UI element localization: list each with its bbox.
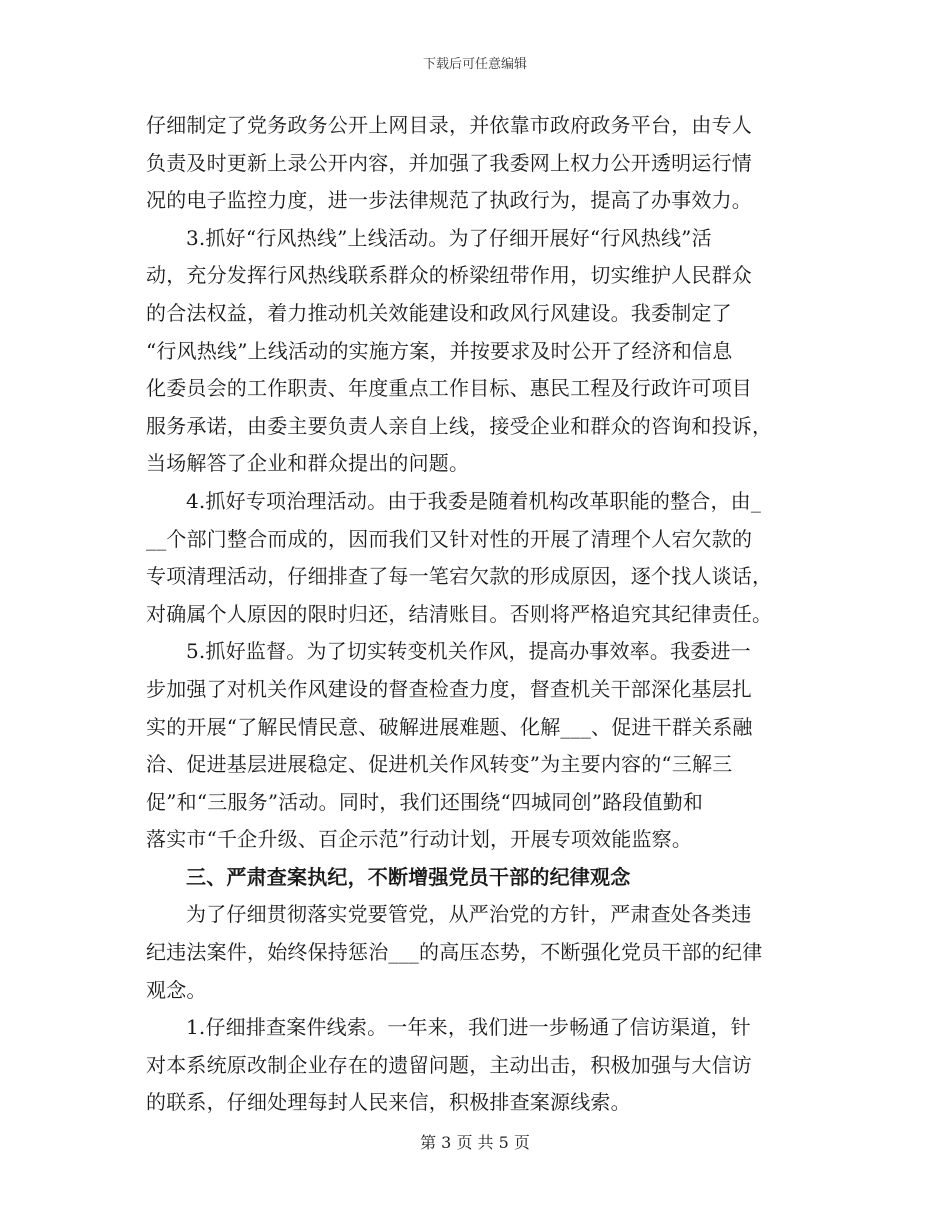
text-line: 纪违法案件，始终保持惩治___的高压态势，不断强化党员干部的纪律 bbox=[146, 940, 763, 965]
document-body bbox=[146, 107, 810, 1122]
text-line: 负责及时更新上录公开内容，并加强了我委网上权力公开透明运行情 bbox=[146, 150, 752, 175]
text-line: 1.仔细排查案件线索。一年来，我们进一步畅通了信访渠道，针 bbox=[186, 1015, 751, 1040]
text-line: “行风热线”上线活动的实施方案，并按要求及时公开了经济和信息 bbox=[146, 338, 733, 363]
text-line: 3.抓好“行风热线”上线活动。为了仔细开展好“行风热线”活 bbox=[186, 225, 712, 250]
text-line: 的联系，仔细处理每封人民来信，积极排查案源线索。 bbox=[146, 1090, 631, 1115]
text-line: 洽、促进基层进展稳定、促进机关作风转变”为主要内容的“三解三 bbox=[146, 752, 733, 777]
text-line: 步加强了对机关作风建设的督查检查力度，督查机关干部深化基层扎 bbox=[146, 676, 752, 701]
text-line: 4.抓好专项治理活动。由于我委是随着机构改革职能的整合，由_ bbox=[186, 488, 762, 513]
text-line: 仔细制定了党务政务公开上网目录，并依靠市政府政务平台，由专人 bbox=[146, 113, 752, 137]
text-line: 实的开展“了解民情民意、破解进展难题、化解___、促进干群关系融 bbox=[146, 714, 753, 739]
text-line: 化委员会的工作职责、年度重点工作目标、惠民工程及行政许可项目 bbox=[146, 376, 752, 401]
text-line: 对确属个人原因的限时归还，结清账目。否则将严格追究其纪律责任。 bbox=[146, 601, 773, 626]
text-line: 动，充分发挥行风热线联系群众的桥梁纽带作用，切实维护人民群众 bbox=[146, 263, 752, 288]
header-note: 下载后可任意编辑 bbox=[422, 57, 527, 72]
text-line: 当场解答了企业和群众提出的问题。 bbox=[146, 451, 470, 476]
text-line: __个部门整合而成的，因而我们又针对性的开展了清理个人宕欠款的 bbox=[146, 526, 753, 551]
section-heading: 三、严肃查案执纪，不断增强党员干部的纪律观念 bbox=[186, 864, 631, 889]
text-line: 落实市“千企升级、百企示范”行动计划，开展专项效能监察。 bbox=[146, 827, 693, 852]
text-line: 况的电子监控力度，进一步法律规范了执政行为，提高了办事效力。 bbox=[146, 188, 752, 213]
text-line: 观念。 bbox=[146, 977, 207, 1002]
text-line: 的合法权益，着力推动机关效能建设和政风行风建设。我委制定了 bbox=[146, 300, 732, 325]
text-line: 促”和“三服务”活动。同时，我们还围绕“四城同创”路段值勤和 bbox=[146, 789, 704, 814]
text-line: 对本系统原改制企业存在的遗留问题，主动出击，积极加强与大信访 bbox=[146, 1052, 752, 1077]
text-line: 专项清理活动，仔细排查了每一笔宕欠款的形成原因，逐个找人谈话， bbox=[146, 564, 773, 589]
text-line: 服务承诺，由委主要负责人亲自上线，接受企业和群众的咨询和投诉， bbox=[146, 413, 773, 438]
text-line: 为了仔细贯彻落实党要管党，从严治党的方针，严肃查处各类违 bbox=[186, 902, 752, 927]
text-line: 5.抓好监督。为了切实转变机关作风，提高办事效率。我委进一 bbox=[186, 639, 751, 664]
page-number: 第 3 页 共 5 页 bbox=[420, 1133, 530, 1152]
